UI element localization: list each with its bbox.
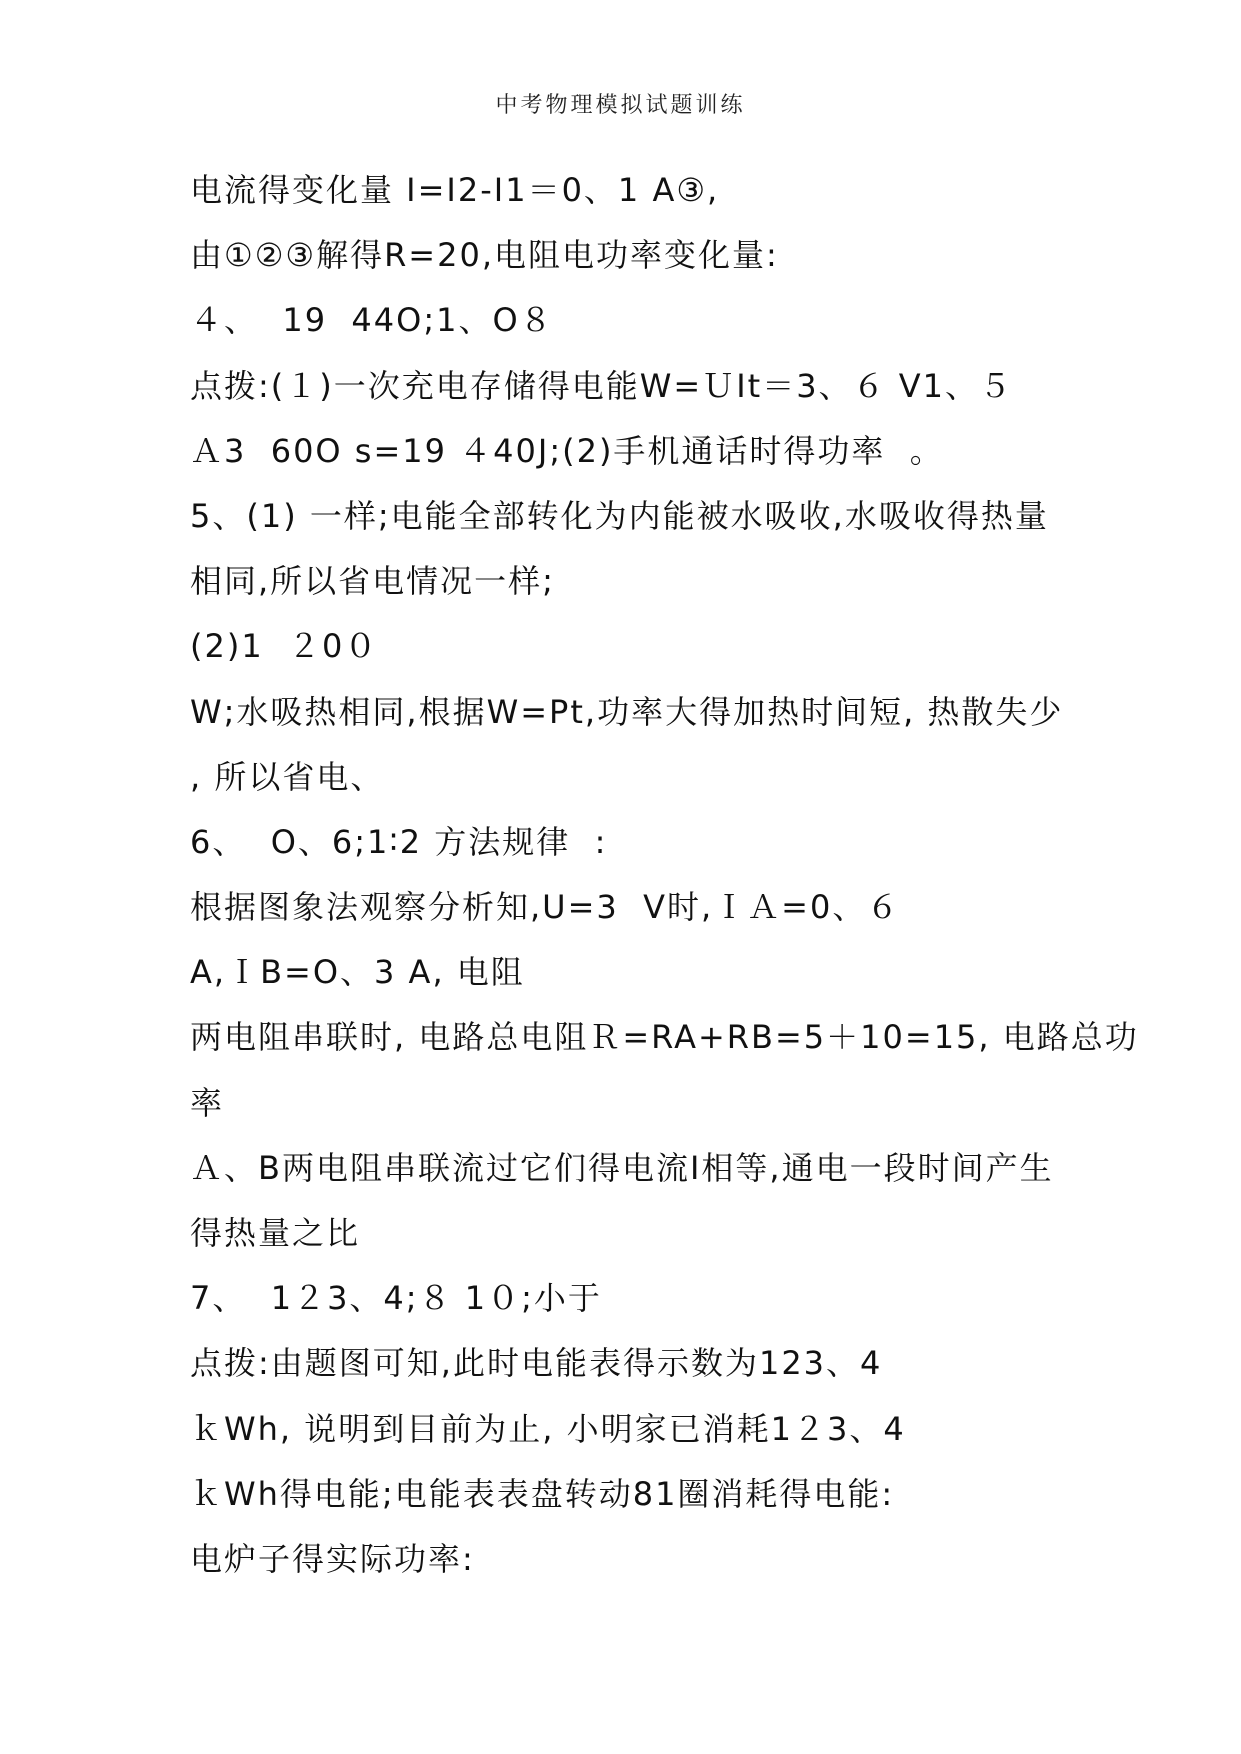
text-line: 6、 O、6;1∶2 方法规律 :: [190, 822, 608, 861]
text-line: ｋWh得电能;电能表表盘转动81圈消耗得电能:: [190, 1474, 895, 1513]
text-line: 根据图象法观察分析知,U=3 V时,ＩＡ=0、６: [190, 888, 901, 927]
text-line: Ａ、B两电阻串联流过它们得电流I相等,通电一段时间产生: [190, 1148, 1054, 1187]
document-body: [190, 158, 1139, 1592]
text-line: 两电阻串联时, 电路总电阻Ｒ=RA+RB=5＋10=15, 电路总功: [190, 1018, 1139, 1057]
text-line: 电炉子得实际功率:: [190, 1539, 475, 1578]
text-line: Ａ3 60O s=19 ４40J;(2)手机通话时得功率 。: [190, 431, 944, 470]
text-line: W;水吸热相同,根据W=Pt,功率大得加热时间短, 热散失少: [190, 692, 1064, 731]
text-line: A,ＩB=O、3 A, 电阻: [190, 953, 525, 992]
text-line: 5、(1) 一样;电能全部转化为内能被水吸收,水吸收得热量: [190, 496, 1049, 535]
text-line: ４、 19 44O;1、O８: [190, 301, 554, 340]
text-line: ｋWh, 说明到目前为止, 小明家已消耗1２3、4: [190, 1409, 906, 1448]
text-line: 率: [190, 1083, 225, 1122]
text-line: 由①②③解得R=20,电阻电功率变化量:: [190, 236, 779, 275]
text-line: , 所以省电、: [190, 757, 385, 796]
text-line: 相同,所以省电情况一样;: [190, 562, 555, 601]
text-line: 点拨:(１)一次充电存储得电能W=ＵIt＝3、６ V1、５: [190, 366, 1013, 405]
text-line: 7、 1２3、4;８ 1０;小于: [190, 1279, 602, 1318]
text-line: 电流得变化量 I=I2-I1＝0、1 A③,: [190, 171, 720, 209]
page-header: 中考物理模拟试题训练: [495, 93, 746, 118]
text-line: 得热量之比: [190, 1214, 361, 1252]
text-line: (2)1 ２0０: [190, 627, 379, 666]
text-line: 点拨:由题图可知,此时电能表得示数为123、4: [190, 1344, 883, 1383]
